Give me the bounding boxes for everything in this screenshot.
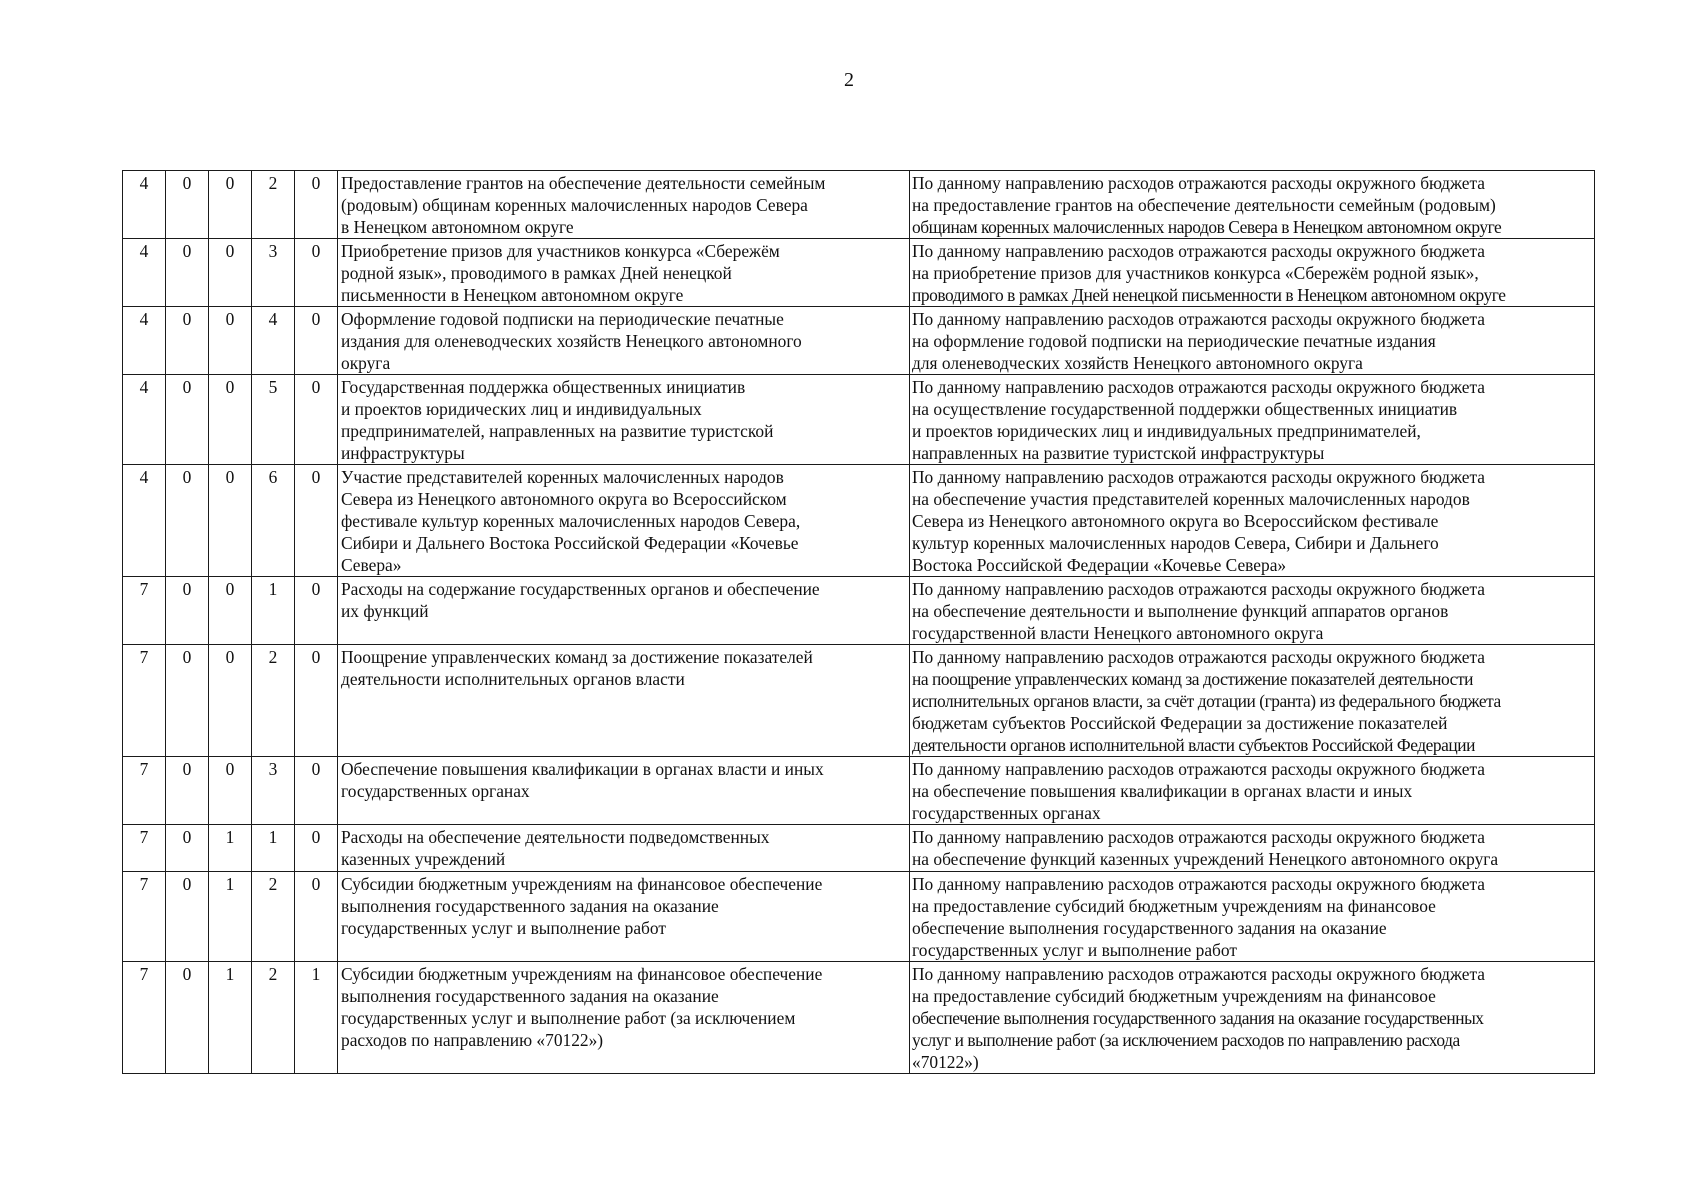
expense-name-line: в Ненецком автономном округе: [341, 217, 574, 237]
expense-description-line: «70122»): [912, 1052, 979, 1072]
code-digit-cell: 1: [209, 962, 252, 1074]
expense-description-line: на обеспечение деятельности и выполнение функций аппаратов органов: [912, 601, 1449, 621]
code-digit-cell: 0: [295, 465, 338, 577]
code-digit-cell: 0: [295, 757, 338, 825]
code-digit-cell: 7: [123, 962, 166, 1074]
expense-description-line: на предоставление субсидий бюджетным учреждениям на финансовое: [912, 896, 1436, 916]
expense-name-line: Участие представителей коренных малочисленных народов: [341, 467, 784, 487]
code-digit-cell: 4: [252, 307, 295, 375]
expense-name-line: Расходы на обеспечение деятельности подведомственных: [341, 827, 770, 847]
expense-name-cell: [338, 577, 910, 645]
expense-name-line: государственных органах: [341, 781, 530, 801]
table-row: [123, 239, 1595, 307]
expense-description-cell: [910, 825, 1595, 872]
expense-description-line: на оформление годовой подписки на периодические печатные издания: [912, 331, 1436, 351]
expense-name-line: выполнения государственного задания на оказание: [341, 986, 719, 1006]
code-digit-cell: 7: [123, 577, 166, 645]
expense-name-cell: [338, 757, 910, 825]
code-digit-cell: 7: [123, 757, 166, 825]
table-row: [123, 577, 1595, 645]
expense-name-line: Расходы на содержание государственных органов и обеспечение: [341, 579, 820, 599]
expense-name-line: государственных услуг и выполнение работ (за исключением: [341, 1008, 796, 1028]
code-digit-cell: 4: [123, 171, 166, 239]
expense-name-line: инфраструктуры: [341, 443, 465, 463]
expense-name-line: округа: [341, 353, 391, 373]
code-digit-cell: 0: [166, 465, 209, 577]
code-digit-cell: 0: [295, 872, 338, 962]
expense-name-line: предпринимателей, направленных на развитие туристской: [341, 421, 774, 441]
expense-name-line: государственных услуг и выполнение работ: [341, 918, 666, 938]
expense-name-line: (родовым) общинам коренных малочисленных народов Севера: [341, 195, 808, 215]
expense-description-line: и проектов юридических лиц и индивидуальных предпринимателей,: [912, 421, 1421, 441]
code-digit-cell: 0: [209, 577, 252, 645]
expense-description-line: бюджетам субъектов Российской Федерации за достижение показателей: [912, 713, 1448, 733]
code-digit-cell: 4: [123, 239, 166, 307]
expense-description-cell: [910, 307, 1595, 375]
expense-description-line: По данному направлению расходов отражаются расходы окружного бюджета: [912, 579, 1486, 599]
expense-description-line: Востока Российской Федерации «Кочевье Севера»: [912, 555, 1287, 575]
expense-description-line: на обеспечение участия представителей коренных малочисленных народов: [912, 489, 1470, 509]
code-digit-cell: 2: [252, 171, 295, 239]
expense-name-line: фестивале культур коренных малочисленных народов Севера,: [341, 511, 801, 531]
expense-name-line: письменности в Ненецком автономном округе: [341, 285, 684, 305]
expense-description-line: на поощрение управленческих команд за достижение показателей деятельности: [912, 669, 1473, 689]
expense-name-line: Оформление годовой подписки на периодические печатные: [341, 309, 784, 329]
code-digit-cell: 0: [295, 375, 338, 465]
code-digit-cell: 0: [166, 645, 209, 757]
code-digit-cell: 0: [295, 825, 338, 872]
expense-name-line: и проектов юридических лиц и индивидуальных: [341, 399, 702, 419]
expense-description-line: обеспечение выполнения государственного задания на оказание: [912, 918, 1387, 938]
code-digit-cell: 0: [209, 465, 252, 577]
expense-description-cell: [910, 962, 1595, 1074]
code-digit-cell: 2: [252, 962, 295, 1074]
expense-description-line: государственных органах: [912, 803, 1101, 823]
code-digit-cell: 0: [295, 239, 338, 307]
expense-name-line: расходов по направлению «70122»): [341, 1030, 604, 1050]
table-row: [123, 825, 1595, 872]
code-digit-cell: 2: [252, 645, 295, 757]
code-digit-cell: 1: [252, 577, 295, 645]
expense-description-line: на приобретение призов для участников конкурса «Сбережём родной язык»,: [912, 263, 1479, 283]
expense-description-cell: [910, 757, 1595, 825]
expense-name-line: выполнения государственного задания на оказание: [341, 896, 719, 916]
expense-description-line: на предоставление субсидий бюджетным учреждениям на финансовое: [912, 986, 1436, 1006]
expense-name-cell: [338, 465, 910, 577]
table-row: [123, 307, 1595, 375]
expense-name-line: Субсидии бюджетным учреждениям на финансовое обеспечение: [341, 964, 823, 984]
expense-name-cell: [338, 872, 910, 962]
table-row: [123, 872, 1595, 962]
expense-description-line: деятельности органов исполнительной власти субъектов Российской Федерации: [912, 735, 1475, 755]
expense-name-line: Предоставление грантов на обеспечение деятельности семейным: [341, 173, 826, 193]
code-digit-cell: 0: [209, 757, 252, 825]
expense-description-cell: [910, 465, 1595, 577]
expense-name-line: казенных учреждений: [341, 849, 506, 869]
expense-name-cell: [338, 375, 910, 465]
expense-description-line: обеспечение выполнения государственного задания на оказание государственных: [912, 1008, 1484, 1028]
expense-name-line: деятельности исполнительных органов власти: [341, 669, 685, 689]
expense-name-line: Севера»: [341, 555, 402, 575]
expense-description-line: По данному направлению расходов отражаются расходы окружного бюджета: [912, 377, 1486, 397]
expense-description-line: направленных на развитие туристской инфраструктуры: [912, 443, 1325, 463]
code-digit-cell: 0: [295, 645, 338, 757]
code-digit-cell: 0: [166, 577, 209, 645]
expense-description-line: По данному направлению расходов отражаются расходы окружного бюджета: [912, 759, 1486, 779]
expense-name-cell: [338, 962, 910, 1074]
expense-name-line: Севера из Ненецкого автономного округа во Всероссийском: [341, 489, 787, 509]
expense-description-line: По данному направлению расходов отражаются расходы окружного бюджета: [912, 964, 1486, 984]
expense-description-line: исполнительных органов власти, за счёт дотации (гранта) из федерального бюджета: [912, 691, 1501, 711]
page-number: 2: [844, 69, 854, 91]
expense-name-line: Приобретение призов для участников конкурса «Сбережём: [341, 241, 780, 261]
code-digit-cell: 0: [166, 825, 209, 872]
expense-name-line: издания для оленеводческих хозяйств Ненецкого автономного: [341, 331, 802, 351]
code-digit-cell: 5: [252, 375, 295, 465]
code-digit-cell: 3: [252, 239, 295, 307]
expense-name-cell: [338, 239, 910, 307]
code-digit-cell: 0: [209, 375, 252, 465]
expense-name-line: Обеспечение повышения квалификации в органах власти и иных: [341, 759, 824, 779]
code-digit-cell: 2: [252, 872, 295, 962]
expense-description-cell: [910, 872, 1595, 962]
code-digit-cell: 1: [209, 872, 252, 962]
code-digit-cell: 6: [252, 465, 295, 577]
expense-codes-table: [122, 170, 1595, 1074]
expense-name-cell: [338, 825, 910, 872]
code-digit-cell: 0: [166, 872, 209, 962]
expense-description-line: для оленеводческих хозяйств Ненецкого автономного округа: [912, 353, 1363, 373]
code-digit-cell: 7: [123, 825, 166, 872]
code-digit-cell: 7: [123, 645, 166, 757]
code-digit-cell: 0: [209, 239, 252, 307]
expense-description-cell: [910, 239, 1595, 307]
expense-name-line: Сибири и Дальнего Востока Российской Федерации «Кочевье: [341, 533, 799, 553]
expense-description-line: культур коренных малочисленных народов Севера, Сибири и Дальнего: [912, 533, 1439, 553]
expense-name-line: Субсидии бюджетным учреждениям на финансовое обеспечение: [341, 874, 823, 894]
expense-description-cell: [910, 171, 1595, 239]
code-digit-cell: 0: [209, 645, 252, 757]
table-row: [123, 171, 1595, 239]
expense-description-line: По данному направлению расходов отражаются расходы окружного бюджета: [912, 874, 1486, 894]
expense-description-line: По данному направлению расходов отражаются расходы окружного бюджета: [912, 309, 1486, 329]
expense-description-line: на обеспечение функций казенных учреждений Ненецкого автономного округа: [912, 849, 1499, 869]
code-digit-cell: 0: [166, 962, 209, 1074]
expense-description-line: По данному направлению расходов отражаются расходы окружного бюджета: [912, 173, 1486, 193]
expense-description-line: проводимого в рамках Дней ненецкой письменности в Ненецком автономном округе: [912, 285, 1506, 305]
expense-description-line: Севера из Ненецкого автономного округа во Всероссийском фестивале: [912, 511, 1439, 531]
code-digit-cell: 0: [295, 577, 338, 645]
code-digit-cell: 0: [166, 307, 209, 375]
code-digit-cell: 1: [295, 962, 338, 1074]
expense-description-line: на обеспечение повышения квалификации в органах власти и иных: [912, 781, 1413, 801]
code-digit-cell: 0: [166, 171, 209, 239]
code-digit-cell: 4: [123, 307, 166, 375]
expense-description-line: государственных услуг и выполнение работ: [912, 940, 1237, 960]
expense-name-cell: [338, 171, 910, 239]
table-row: [123, 645, 1595, 757]
expense-description-line: государственной власти Ненецкого автономного округа: [912, 623, 1324, 643]
code-digit-cell: 0: [295, 307, 338, 375]
expense-description-line: общинам коренных малочисленных народов Севера в Ненецком автономном округе: [912, 217, 1502, 237]
expense-name-line: их функций: [341, 601, 429, 621]
expense-name-line: Поощрение управленческих команд за достижение показателей: [341, 647, 813, 667]
code-digit-cell: 0: [166, 757, 209, 825]
expense-description-line: По данному направлению расходов отражаются расходы окружного бюджета: [912, 647, 1486, 667]
expense-description-line: По данному направлению расходов отражаются расходы окружного бюджета: [912, 827, 1486, 847]
table-body: [123, 171, 1595, 1074]
code-digit-cell: 0: [209, 171, 252, 239]
code-digit-cell: 0: [209, 307, 252, 375]
code-digit-cell: 4: [123, 375, 166, 465]
code-digit-cell: 0: [295, 171, 338, 239]
table-row: [123, 375, 1595, 465]
expense-name-line: родной язык», проводимого в рамках Дней ненецкой: [341, 263, 732, 283]
expense-description-cell: [910, 577, 1595, 645]
expense-description-line: По данному направлению расходов отражаются расходы окружного бюджета: [912, 467, 1486, 487]
table-row: [123, 962, 1595, 1074]
expense-description-cell: [910, 645, 1595, 757]
expense-description-line: на осуществление государственной поддержки общественных инициатив: [912, 399, 1458, 419]
expense-description-cell: [910, 375, 1595, 465]
code-digit-cell: 7: [123, 872, 166, 962]
expense-description-line: на предоставление грантов на обеспечение деятельности семейным (родовым): [912, 195, 1496, 215]
code-digit-cell: 1: [209, 825, 252, 872]
table-row: [123, 757, 1595, 825]
expense-description-line: услуг и выполнение работ (за исключением расходов по направлению расхода: [912, 1030, 1460, 1050]
code-digit-cell: 0: [166, 239, 209, 307]
expense-name-cell: [338, 307, 910, 375]
expense-name-line: Государственная поддержка общественных инициатив: [341, 377, 746, 397]
expense-name-cell: [338, 645, 910, 757]
code-digit-cell: 0: [166, 375, 209, 465]
code-digit-cell: 4: [123, 465, 166, 577]
code-digit-cell: 1: [252, 825, 295, 872]
expense-description-line: По данному направлению расходов отражаются расходы окружного бюджета: [912, 241, 1486, 261]
code-digit-cell: 3: [252, 757, 295, 825]
table-row: [123, 465, 1595, 577]
